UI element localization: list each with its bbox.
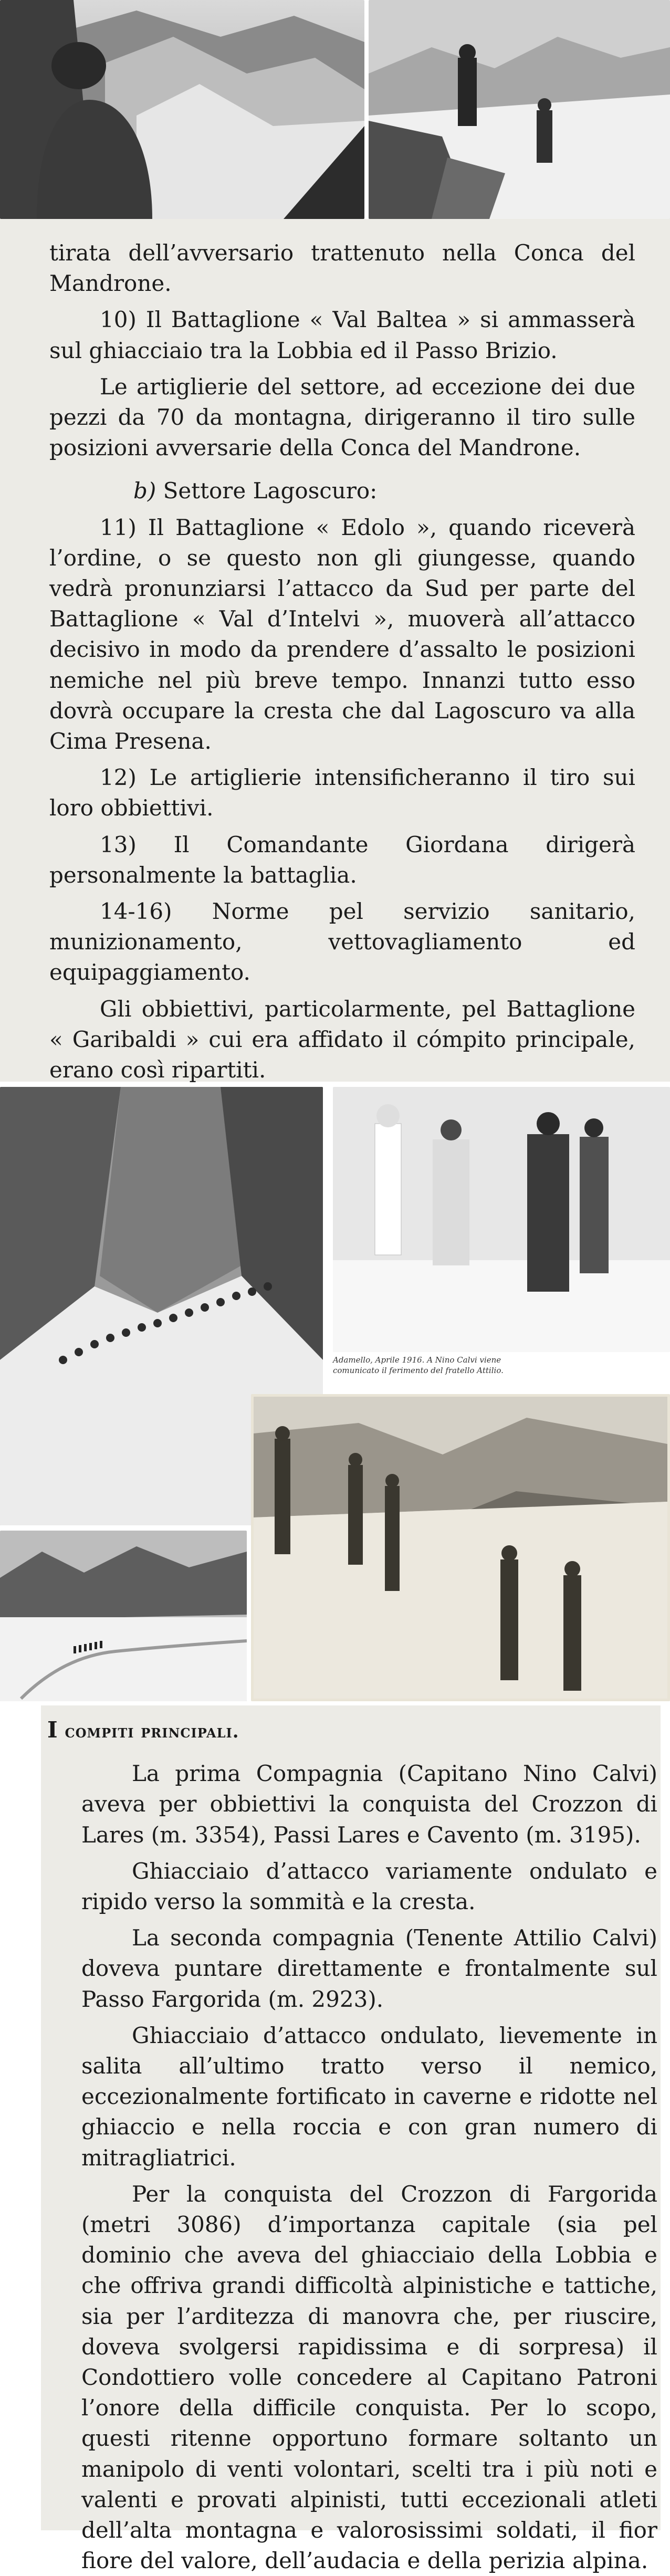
photo-alpinists-on-ridge	[369, 0, 670, 219]
photo-caption	[333, 1355, 670, 1376]
caption-line-2: comunicato il ferimento del fratello Attilio.	[333, 1366, 504, 1375]
paragraph: La prima Compagnia (Capitano Nino Calvi) aveva per obbiettivi la conquista del Crozzon di Lares (m. 3354), Passi Lares e Cavento (m. 3195).	[81, 1761, 657, 1848]
photo-officers-in-snow	[333, 1087, 670, 1352]
paragraph: Per la conquista del Crozzon di Fargorida (metri 3086) d’importanza capitale (sia pel dominio che aveva del ghiacciaio della Lobbia e che offriva grandi difficoltà alpinistiche e tattiche, sia per l’arditezza di manovra che, per riuscire, doveva svolgersi rapidissima e di sorpresa) il Condottiero volle concedere al Capitano Patroni l’onore della difficile conquista. Per lo scopo, questi ritenne opportuno formare soltanto un manipolo di venti volontari, scelti tra i più noti e valenti e provati alpinisti, tutti eccezionali atleti dell’alta montagna e valorosissimi soldati, il fior fiore del valore, dell’audacia e della perizia alpina.	[81, 2181, 657, 2574]
paragraph: Ghiacciaio d’attacco variamente ondulato e ripido verso la sommità e la cresta.	[81, 1858, 657, 1915]
heading-initial: I	[47, 1717, 58, 1743]
subheading-letter: b)	[133, 478, 156, 504]
photo-troops-on-plain	[0, 1531, 247, 1701]
paragraph-item-14-16: 14-16) Norme pel servizio sanitario, munizionamento, vettovagliamento ed equipaggiamento.	[49, 898, 635, 986]
paragraph-item-12: 12) Le artiglierie intensificheranno il tiro sui loro obbiettivi.	[49, 765, 635, 821]
paragraph: tirata dell’avversario trattenuto nella Conca del Mandrone.	[49, 240, 635, 297]
paragraph-item-10: 10) Il Battaglione « Val Baltea » si ammasserà sul ghiacciaio tra la Lobbia ed il Passo Brizio.	[49, 307, 635, 363]
section-heading	[47, 1715, 661, 1747]
heading-text: compiti principali.	[58, 1721, 239, 1742]
text-page-bottom	[41, 1705, 661, 2574]
text-page-top	[0, 219, 670, 1082]
paragraph-item-13: 13) Il Comandante Giordana dirigerà personalmente la battaglia.	[49, 831, 635, 888]
subheading-text: Settore Lagoscuro:	[156, 478, 378, 504]
photo-ski-troops	[251, 1394, 670, 1701]
paragraph: La seconda compagnia (Tenente Attilio Calvi) doveva puntare direttamente e frontalmente sul Passo Fargorida (m. 2923).	[81, 1925, 657, 2012]
paragraph: Ghiacciaio d’attacco ondulato, lievemente in salita all’ultimo tratto verso il nemico, eccezionalmente fortificato in caverne e ridotte nel ghiaccio e nella roccia e con gran numero di mitragliatrici.	[81, 2022, 657, 2171]
caption-line-1: Adamello, Aprile 1916. A Nino Calvi viene	[333, 1355, 501, 1365]
photo-soldier-in-gorge	[0, 0, 364, 219]
paragraph: Gli obbiettivi, particolarmente, pel Battaglione « Garibaldi » cui era affidato il cómpito principale, erano così ripartiti.	[49, 996, 635, 1083]
paragraph-item-11: 11) Il Battaglione « Edolo », quando riceverà l’ordine, o se questo non gli giungesse, quando vedrà pronunziarsi l’attacco da Sud per parte del Battaglione « Val d’Intelvi », muoverà all’attacco decisivo in modo da prendere d’assalto le posizioni nemiche nel più breve tempo. Innanzi tutto esso dovrà occupare la cresta che dal Lagoscuro va alla Cima Presena.	[49, 514, 635, 755]
subheading-settore-lagoscuro	[49, 476, 635, 506]
paragraph: Le artiglierie del settore, ad eccezione dei due pezzi da 70 da montagna, dirigeranno il tiro sulle posizioni avversarie della Conca del Mandrone.	[49, 373, 635, 461]
